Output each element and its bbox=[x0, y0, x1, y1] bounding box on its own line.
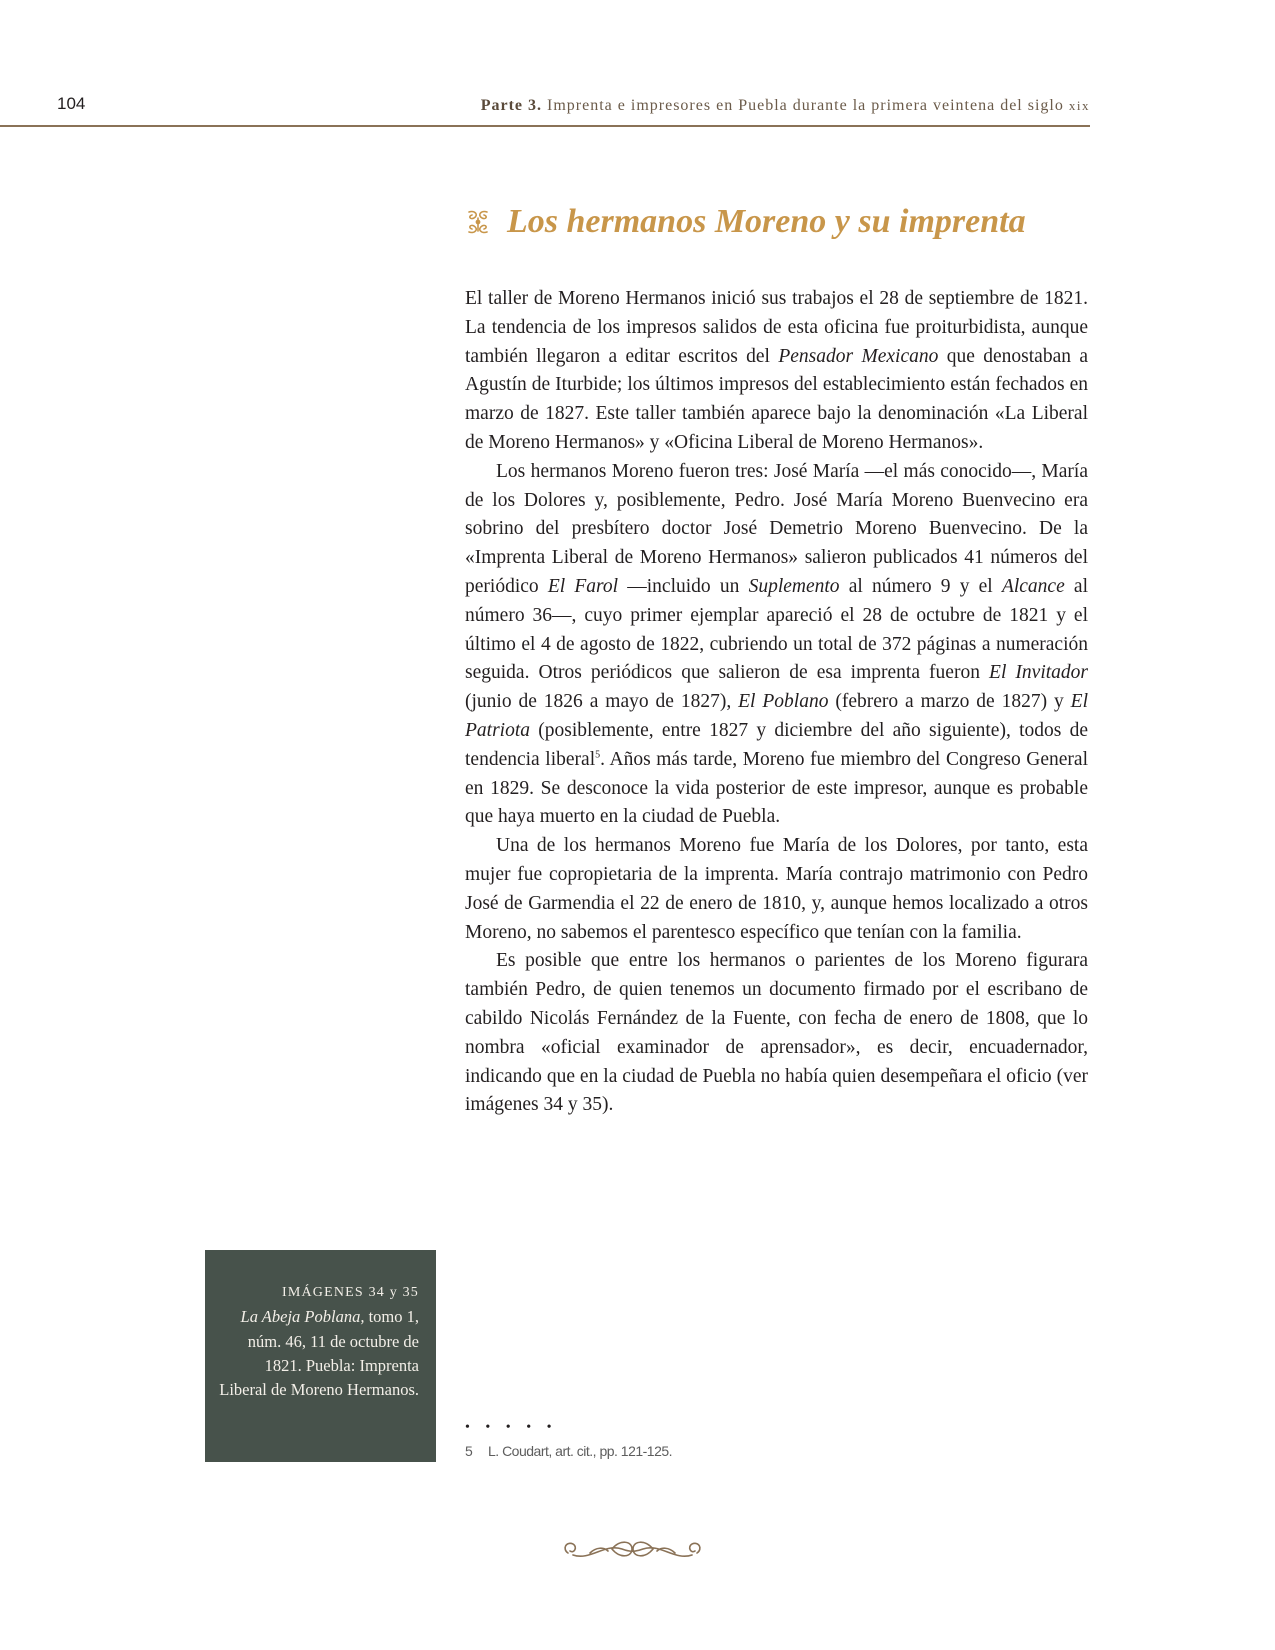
running-head bbox=[481, 97, 1090, 115]
paragraph-text: —incluido un bbox=[618, 575, 749, 597]
italic-title: Suplemento bbox=[748, 575, 840, 597]
italic-title: Alcance bbox=[1001, 575, 1065, 597]
fleuron-icon bbox=[465, 207, 491, 237]
paragraph-text: al número 36—, cuyo primer ejemplar apareció el 28 de octubre de 1821 y el último el 4 de agosto de 1822, cubriendo un total de 372 páginas a numeración seguida. Otros periódicos que salieron de esa imprenta fueron bbox=[465, 575, 1089, 684]
part-title: Imprenta e impresores en Puebla durante la primera veintena del siglo bbox=[547, 97, 1064, 114]
footnote bbox=[465, 1443, 672, 1459]
paragraph-text: al número 9 y el bbox=[839, 575, 1002, 597]
caption-text: tomo 1, núm. 46, 11 de octubre de 1821. Puebla: Imprenta Liberal de Moreno Hermanos. bbox=[219, 1307, 419, 1400]
paragraph-4: Es posible que entre los hermanos o parientes de los Moreno figurara también Pedro, de quien tenemos un documento firmado por el escribano de cabildo Nicolás Fernández de la Fuente, con fecha de enero de 1808, que lo nombra «oficial examinador de aprensador», es decir, encuadernador, indicando que en la ciudad de Puebla no había quien desempeñara el oficio (ver imágenes 34 y 35). bbox=[465, 950, 1088, 1116]
image-caption bbox=[205, 1250, 436, 1462]
paragraph-text: (febrero a marzo de 1827) y bbox=[828, 691, 1071, 713]
section-title: Los hermanos Moreno y su imprenta bbox=[507, 203, 1026, 240]
part-title-century: xix bbox=[1068, 98, 1090, 113]
caption-title: La Abeja Poblana, bbox=[240, 1307, 365, 1327]
caption-label: IMÁGENES 34 y 35 bbox=[281, 1285, 419, 1300]
italic-title: El Patriota bbox=[465, 691, 1088, 741]
header-rule bbox=[0, 125, 1090, 127]
italic-title: Pensador Mexicano bbox=[778, 345, 939, 367]
paragraph-text: (junio de 1826 a mayo de 1827), bbox=[465, 691, 739, 713]
paragraph-text: . Años más tarde, Moreno fue miembro del Congreso General en 1829. Se desconoce la vida posterior de este impresor, aunque es probable que haya muerto en la ciudad de Puebla. bbox=[465, 748, 1088, 828]
paragraph-text: (posiblemente, entre 1827 y diciembre del año siguiente), todos de tendencia liberal bbox=[465, 719, 1088, 770]
italic-title: El Farol bbox=[547, 575, 619, 597]
scroll-ornament-icon bbox=[560, 1535, 705, 1567]
footnote-text: L. Coudart, art. cit., pp. 121-125. bbox=[488, 1443, 673, 1459]
italic-title: El Poblano bbox=[738, 691, 829, 713]
paragraph-2 bbox=[465, 458, 1088, 832]
page-number: 104 bbox=[57, 94, 86, 113]
paragraph-3: Una de los hermanos Moreno fue María de los Dolores, por tanto, esta mujer fue copropietaria de la imprenta. María contrajo matrimonio con Pedro José de Garmendia el 22 de enero de 1810, y, aunque hemos localizado a otros Moreno, no sabemos el parentesco específico que tenían con la familia. bbox=[465, 835, 1088, 943]
paragraph-text: que denostaban a Agustín de Iturbide; los últimos impresos del establecimiento están fechados en marzo de 1827. Este taller también aparece bajo la denominación «La Liberal de Moreno Hermanos» y «Oficina Liberal de Moreno Hermanos». bbox=[465, 345, 1088, 453]
body-text bbox=[465, 285, 1088, 1120]
paragraph-1 bbox=[465, 285, 1088, 458]
section-heading bbox=[465, 203, 1105, 241]
paragraph-text: El taller de Moreno Hermanos inició sus trabajos el 28 de septiembre de 1821. La tendencia de los impresos salidos de esta oficina fue proiturbidista, aunque también llegaron a editar escritos del bbox=[465, 288, 1088, 367]
footnote-separator: • • • • • bbox=[465, 1420, 558, 1435]
italic-title: El Invitador bbox=[989, 662, 1089, 684]
footnote-reference[interactable]: 5 bbox=[595, 749, 601, 761]
part-label: Parte 3. bbox=[480, 97, 543, 114]
caption-body bbox=[219, 1305, 419, 1402]
paragraph-text: Los hermanos Moreno fueron tres: José María —el más conocido—, María de los Dolores y, posiblemente, Pedro. José María Moreno Buenvecino era sobrino del presbítero doctor José Demetrio Moreno Buenvecino. De la «Imprenta Liberal de Moreno Hermanos» salieron publicados 41 números del periódico bbox=[465, 460, 1088, 597]
footnote-number: 5 bbox=[465, 1443, 473, 1459]
